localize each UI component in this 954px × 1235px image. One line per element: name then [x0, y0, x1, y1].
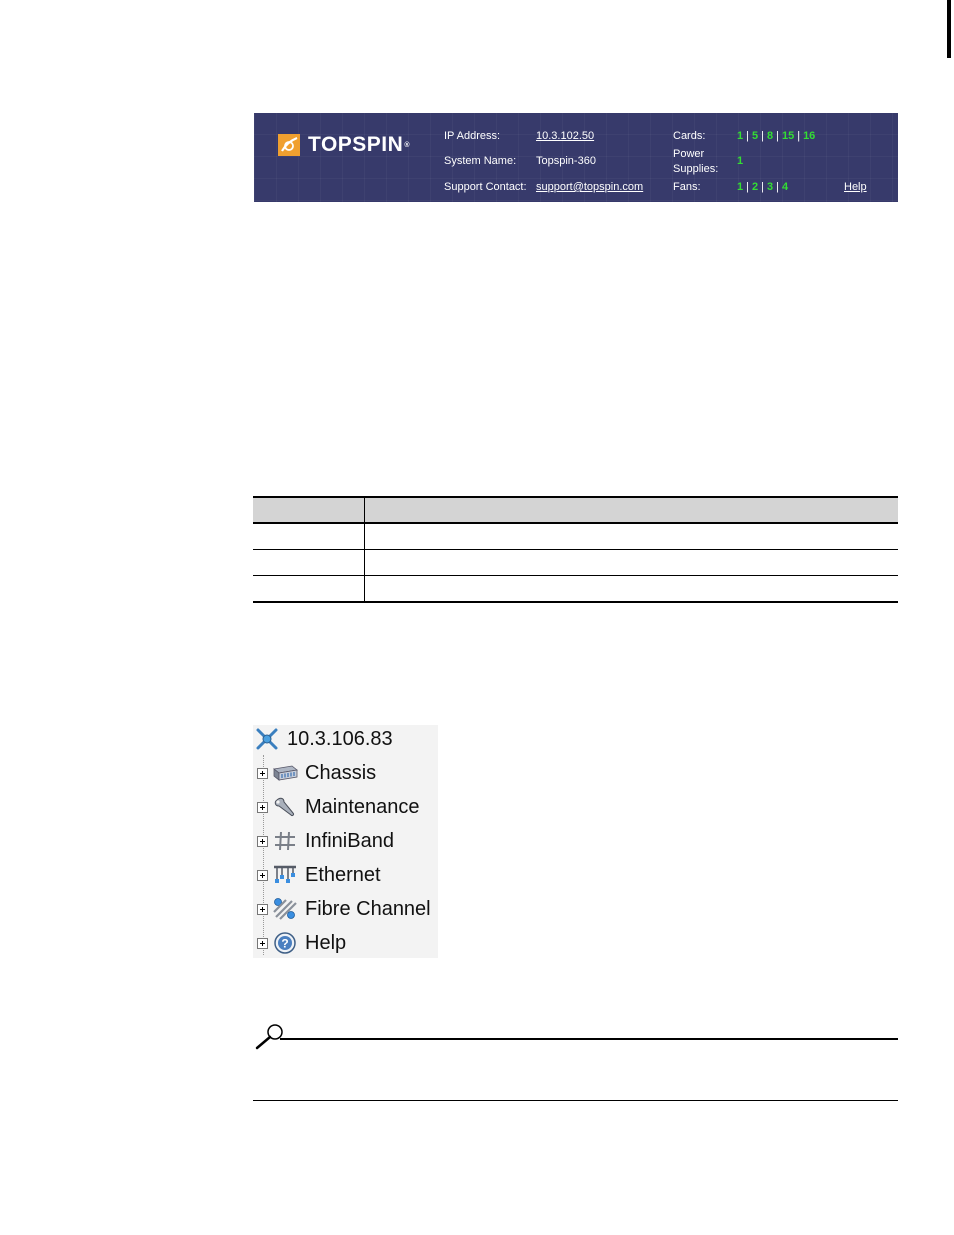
card-link[interactable]: 5 — [751, 130, 759, 142]
fan-link[interactable]: 3 — [766, 181, 774, 193]
tree-root[interactable] — [253, 725, 393, 753]
card-link[interactable]: 15 — [781, 130, 795, 142]
fibre-channel-icon — [271, 897, 299, 921]
tree-item-label: Fibre Channel — [305, 897, 431, 920]
expand-toggle[interactable] — [257, 904, 268, 915]
info-table — [253, 496, 898, 603]
wrench-icon — [271, 795, 299, 819]
fan-link[interactable]: 2 — [751, 181, 759, 193]
topspin-logo-icon — [278, 134, 300, 156]
fans-list: 1 | 2 | 3 | 4 — [737, 181, 789, 193]
system-name-label: System Name: — [444, 155, 517, 167]
table-row — [253, 550, 898, 576]
tree-item-label: Help — [305, 931, 347, 954]
tree-item-ethernet[interactable] — [257, 860, 381, 890]
card-link[interactable]: 1 — [737, 130, 744, 142]
expand-toggle[interactable] — [257, 938, 268, 949]
fan-link[interactable]: 4 — [781, 181, 789, 193]
help-icon — [271, 931, 299, 955]
table-row — [253, 523, 898, 550]
tree-item-label: InfiniBand — [305, 829, 394, 852]
brand-name: TOPSPIN — [308, 133, 404, 156]
table-header-row — [253, 497, 898, 523]
support-contact-link[interactable]: support@topspin.com — [536, 181, 644, 193]
ethernet-icon — [271, 863, 299, 887]
fans-label: Fans: — [673, 181, 701, 193]
expand-toggle[interactable] — [257, 870, 268, 881]
power-supply-link[interactable]: 1 — [737, 155, 744, 167]
help-link[interactable]: Help — [844, 181, 867, 193]
support-contact-label: Support Contact: — [444, 181, 527, 193]
tree-root-label: 10.3.106.83 — [287, 727, 393, 750]
tree-item-help[interactable] — [257, 928, 346, 958]
system-name-value: Topspin-360 — [536, 155, 596, 167]
tree-item-label: Ethernet — [305, 863, 381, 886]
card-link[interactable]: 16 — [803, 130, 816, 142]
tree-item-label: Maintenance — [305, 795, 420, 818]
tree-item-infiniband[interactable] — [257, 826, 394, 856]
svg-text:?: ? — [281, 936, 289, 951]
tree-item-maintenance[interactable] — [257, 792, 420, 822]
tree-item-chassis[interactable] — [257, 758, 376, 788]
power-supplies-label-line1: Power — [673, 148, 705, 160]
navigation-tree — [253, 725, 438, 958]
note-top-rule — [280, 1038, 898, 1040]
chassis-icon — [271, 761, 299, 785]
tree-item-fibre-channel[interactable] — [257, 894, 431, 924]
page-corner-mark — [947, 0, 951, 58]
power-supplies-label-line2: Supplies: — [673, 163, 719, 175]
topspin-logo — [278, 133, 410, 157]
registered-mark: ® — [404, 141, 410, 149]
ip-address-label: IP Address: — [444, 130, 501, 142]
table-row — [253, 576, 898, 603]
cards-label: Cards: — [673, 130, 706, 142]
disconnected-plug-icon — [253, 727, 281, 751]
card-link[interactable]: 8 — [766, 130, 774, 142]
cards-list: 1 | 5 | 8 | 15 | 16 — [737, 130, 816, 142]
tree-item-label: Chassis — [305, 761, 377, 784]
note-bottom-rule — [253, 1100, 898, 1101]
topspin-banner — [254, 113, 898, 202]
ip-address-link[interactable]: 10.3.102.50 — [536, 130, 595, 142]
fan-link[interactable]: 1 — [737, 181, 744, 193]
expand-toggle[interactable] — [257, 836, 268, 847]
expand-toggle[interactable] — [257, 768, 268, 779]
infiniband-icon — [271, 829, 299, 853]
expand-toggle[interactable] — [257, 802, 268, 813]
